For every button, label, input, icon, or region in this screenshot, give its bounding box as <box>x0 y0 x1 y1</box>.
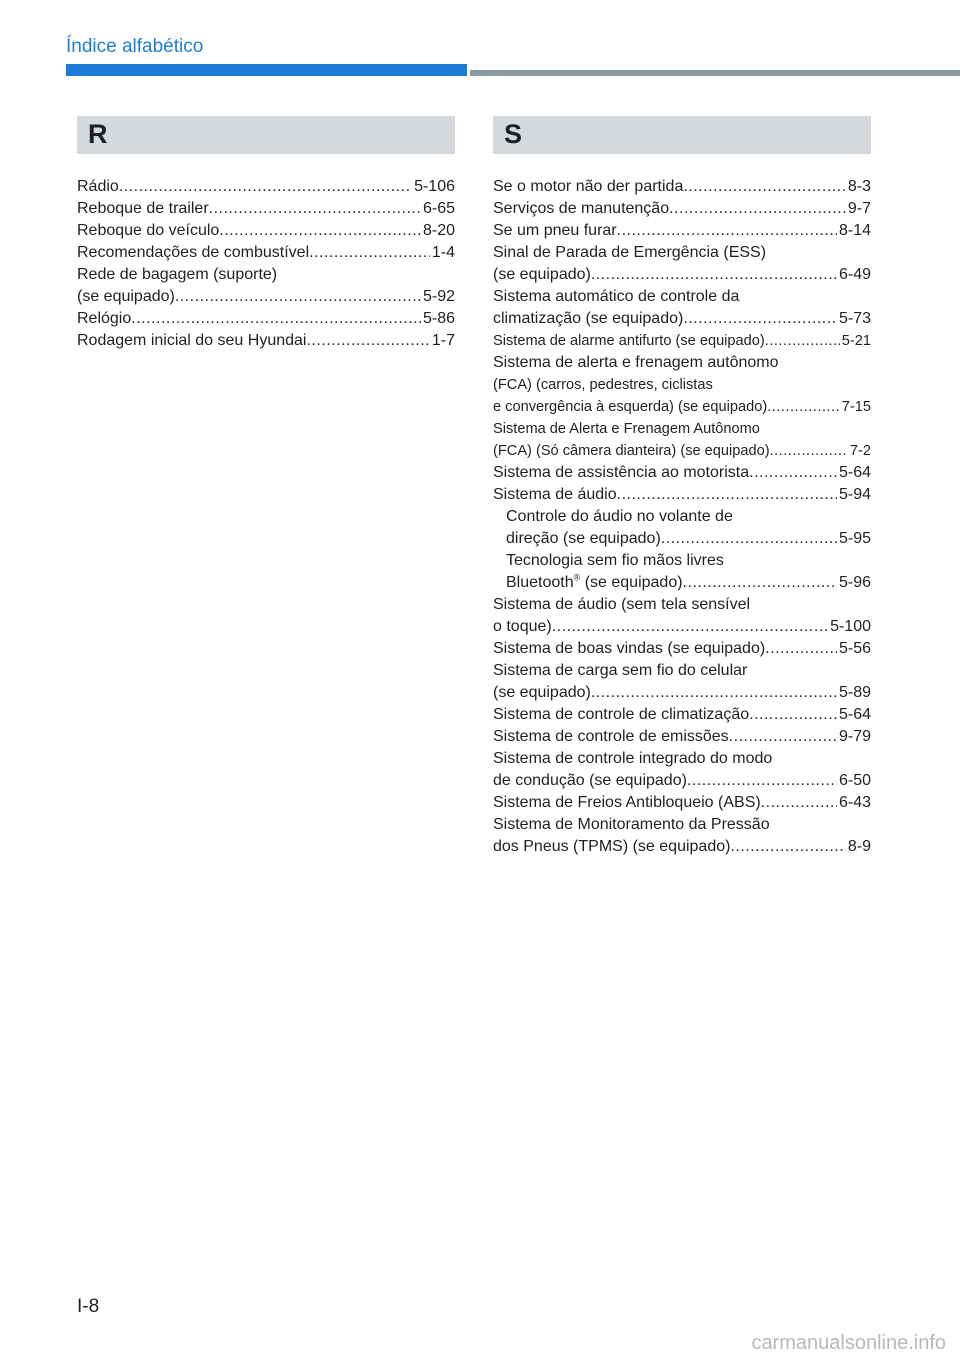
header-rule-accent <box>66 64 467 76</box>
index-entry[interactable] <box>493 396 871 418</box>
entry-text: Se um pneu furar <box>493 222 617 239</box>
index-entry[interactable] <box>493 792 871 814</box>
page-number: I-8 <box>77 1296 100 1317</box>
entry-page: 5-21 <box>841 333 871 349</box>
entry-page: 5-95 <box>838 530 871 547</box>
index-entry-continued: Sistema de Alerta e Frenagem Autônomo <box>493 421 760 437</box>
entry-page: 1-4 <box>431 244 455 261</box>
entry-page: 5-94 <box>838 486 871 503</box>
leader-dots <box>683 176 846 198</box>
entry-page: 5-89 <box>838 684 871 701</box>
entry-text: o toque) <box>493 618 552 635</box>
entry-text: (se equipado) <box>493 266 591 283</box>
index-entry[interactable] <box>493 484 871 506</box>
index-entry-continued: Sistema de controle integrado do modo <box>493 750 773 767</box>
entry-page: 6-49 <box>838 266 871 283</box>
index-entry[interactable] <box>493 440 871 462</box>
entry-text: Sistema de Freios Antibloqueio (ABS) <box>493 794 761 811</box>
entry-text: Se o motor não der partida <box>493 178 684 195</box>
index-subentry[interactable] <box>493 528 871 550</box>
entry-text: Relógio <box>77 310 132 327</box>
watermark-text: carmanualsonline.info <box>751 1332 946 1354</box>
entry-page: 1-7 <box>431 332 455 349</box>
index-entries <box>493 176 871 858</box>
index-entry[interactable] <box>77 308 455 330</box>
index-entry[interactable] <box>493 704 871 726</box>
leader-dots <box>749 704 837 726</box>
index-section-r <box>77 116 455 352</box>
entry-text: de condução (se equipado) <box>493 772 687 789</box>
leader-dots <box>306 330 429 352</box>
entry-text: Recomendações de combustível <box>77 244 310 261</box>
leader-dots <box>209 198 421 220</box>
index-subentry-continued: Controle do áudio no volante de <box>506 508 733 525</box>
index-entry[interactable] <box>493 330 871 352</box>
entry-text-rest: (se equipado) <box>580 574 683 591</box>
entry-page: 5-56 <box>838 640 871 657</box>
index-entry[interactable] <box>493 638 871 660</box>
index-entry-continued: Rede de bagagem (suporte) <box>77 266 278 283</box>
entry-text: Sistema de assistência ao motorista <box>493 464 750 481</box>
index-entry[interactable] <box>493 264 871 286</box>
section-letter: S <box>504 119 523 149</box>
entry-page: 5-64 <box>838 464 871 481</box>
leader-dots <box>729 726 837 748</box>
section-letter-box <box>493 116 871 154</box>
leader-dots <box>683 572 837 594</box>
index-entry[interactable] <box>77 330 455 352</box>
index-entry[interactable] <box>77 220 455 242</box>
entry-text: (FCA) (Só câmera dianteira) (se equipado) <box>493 443 770 459</box>
entry-text: Sistema de controle de climatização <box>493 706 750 723</box>
entry-text: e convergência à esquerda) (se equipado) <box>493 399 768 415</box>
entry-text: Sistema de controle de emissões <box>493 728 729 745</box>
entry-text: Rádio <box>77 178 119 195</box>
entry-page: 9-79 <box>838 728 871 745</box>
entry-page: 8-9 <box>847 838 871 855</box>
index-subentry-continued: Tecnologia sem fio mãos livres <box>506 552 724 569</box>
index-entry-continued: Sistema automático de controle da <box>493 288 740 305</box>
leader-dots <box>761 792 837 814</box>
leader-dots <box>309 242 430 264</box>
leader-dots <box>591 264 837 286</box>
entry-page: 8-14 <box>838 222 871 239</box>
index-entry-continued: Sinal de Parada de Emergência (ESS) <box>493 244 767 261</box>
leader-dots <box>617 484 837 506</box>
index-entry[interactable] <box>77 198 455 220</box>
leader-dots <box>175 286 421 308</box>
leader-dots <box>131 308 421 330</box>
entry-text: Sistema de áudio <box>493 486 617 503</box>
index-entry-continued: Sistema de carga sem fio do celular <box>493 662 748 679</box>
leader-dots <box>687 770 837 792</box>
entry-text: Reboque de trailer <box>77 200 209 217</box>
index-entry[interactable] <box>493 770 871 792</box>
entry-page: 5-92 <box>422 288 455 305</box>
entry-text-main: Bluetooth <box>506 574 574 591</box>
leader-dots <box>591 682 837 704</box>
entry-page: 8-20 <box>422 222 455 239</box>
section-letter: R <box>88 119 108 149</box>
section-letter-box <box>77 116 455 154</box>
leader-dots <box>730 836 845 858</box>
entry-page: 5-64 <box>838 706 871 723</box>
index-entry[interactable] <box>493 308 871 330</box>
entry-text: Reboque do veículo <box>77 222 220 239</box>
leader-dots <box>765 638 837 660</box>
index-entries <box>77 176 455 352</box>
entry-page: 6-65 <box>422 200 455 217</box>
index-entry[interactable] <box>77 242 455 264</box>
index-section-s <box>493 116 871 858</box>
index-entry[interactable] <box>493 836 871 858</box>
entry-text: Serviços de manutenção <box>493 200 670 217</box>
entry-page: 7-15 <box>841 399 871 415</box>
index-entry[interactable] <box>493 220 871 242</box>
entry-text: climatização (se equipado) <box>493 310 684 327</box>
entry-page: 5-86 <box>422 310 455 327</box>
entry-text <box>506 572 683 594</box>
leader-dots <box>767 396 840 418</box>
page-header-title: Índice alfabético <box>66 36 204 57</box>
index-entry-continued: Sistema de Monitoramento da Pressão <box>493 816 770 833</box>
index-entry[interactable] <box>77 286 455 308</box>
leader-dots <box>669 198 846 220</box>
entry-text: Rodagem inicial do seu Hyundai <box>77 332 307 349</box>
registered-mark: ® <box>573 572 581 583</box>
entry-page: 8-3 <box>847 178 871 195</box>
header-rule <box>470 70 960 76</box>
leader-dots <box>552 616 828 638</box>
entry-text: Sistema de boas vindas (se equipado) <box>493 640 766 657</box>
leader-dots <box>765 330 840 352</box>
leader-dots <box>219 220 421 242</box>
entry-page: 7-2 <box>849 443 871 459</box>
entry-page: 6-50 <box>838 772 871 789</box>
entry-text: direção (se equipado) <box>506 530 661 547</box>
index-entry[interactable] <box>493 616 871 638</box>
index-entry[interactable] <box>493 726 871 748</box>
index-entry[interactable] <box>77 176 455 198</box>
leader-dots <box>119 176 412 198</box>
entry-page: 9-7 <box>847 200 871 217</box>
leader-dots <box>661 528 837 550</box>
entry-page: 5-96 <box>838 574 871 591</box>
index-entry-continued: Sistema de áudio (sem tela sensível <box>493 596 751 613</box>
index-entry[interactable] <box>493 176 871 198</box>
entry-text: dos Pneus (TPMS) (se equipado) <box>493 838 731 855</box>
entry-page: 5-106 <box>414 178 455 195</box>
index-subentry[interactable] <box>493 572 871 594</box>
index-entry[interactable] <box>493 682 871 704</box>
index-entry[interactable] <box>493 198 871 220</box>
leader-dots <box>683 308 837 330</box>
entry-text: (se equipado) <box>493 684 591 701</box>
entry-page: 6-43 <box>838 794 871 811</box>
index-entry[interactable] <box>493 462 871 484</box>
entry-page: 5-100 <box>830 618 871 635</box>
index-entry-continued: Sistema de alerta e frenagem autônomo <box>493 354 779 371</box>
entry-text: Sistema de alarme antifurto (se equipado) <box>493 333 765 349</box>
entry-page: 5-73 <box>838 310 871 327</box>
index-entry-continued: (FCA) (carros, pedestres, ciclistas <box>493 377 713 393</box>
leader-dots <box>770 440 848 462</box>
entry-text: (se equipado) <box>77 288 175 305</box>
leader-dots <box>749 462 837 484</box>
leader-dots <box>617 220 837 242</box>
